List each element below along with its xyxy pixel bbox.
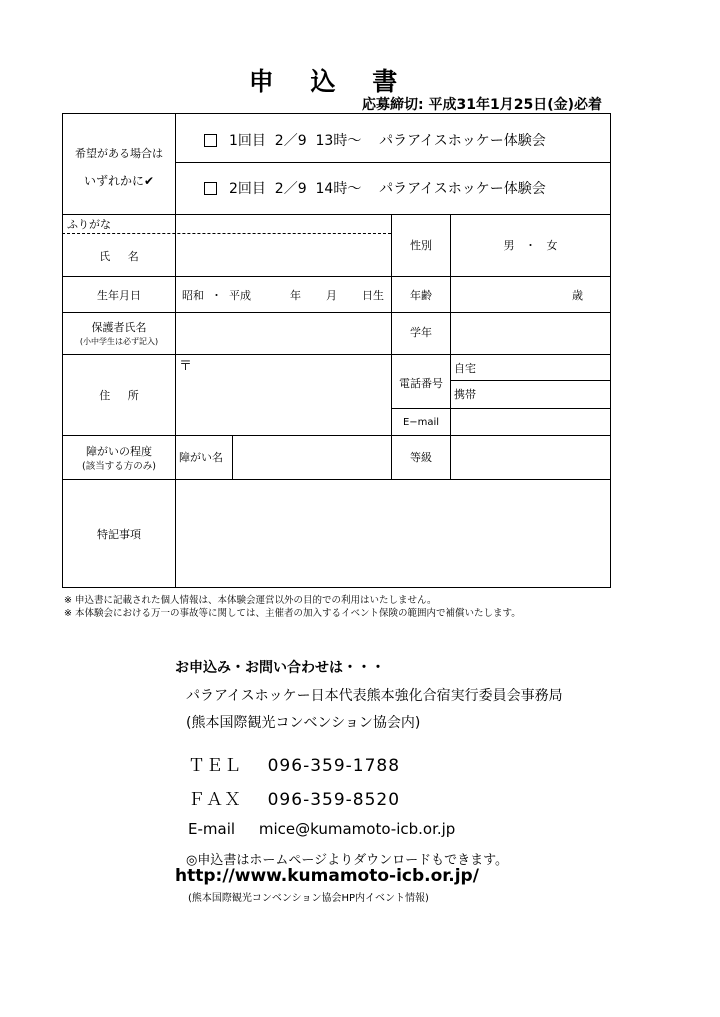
hope-label-1: 希望がある場合は <box>75 147 163 160</box>
note-insurance: ※ 本体験会における万一の事故等に関しては、主催者の加入するイベント保険の範囲内で補償いたします。 <box>64 608 521 619</box>
home-label: 自宅 <box>454 362 476 375</box>
disability-label: 障がいの程度 <box>86 445 152 458</box>
line-option-divider <box>175 162 611 163</box>
remarks-label: 特記事項 <box>97 528 141 541</box>
disability-note: (該当する方のみ) <box>82 461 156 472</box>
address-field[interactable] <box>176 374 391 435</box>
gender-label: 性別 <box>410 239 432 252</box>
furigana-field[interactable] <box>176 215 391 233</box>
guardian-field[interactable] <box>176 313 391 354</box>
download-note: ◎申込書はホームページよりダウンロードもできます。 <box>186 853 509 868</box>
option-1-checkbox[interactable] <box>204 134 217 147</box>
option-2-label: 2回目 2／9 14時〜 パラアイスホッケー体験会 <box>229 181 546 197</box>
contact-org: パラアイスホッケー日本代表熊本強化合宿実行委員会事務局 <box>186 688 563 704</box>
grade-label: 学年 <box>410 326 432 339</box>
birth-label: 生年月日 <box>97 289 141 302</box>
guardian-label: 保護者氏名 <box>91 321 147 334</box>
age-unit: 歳 <box>572 289 583 302</box>
line-row2 <box>62 276 611 277</box>
birth-era[interactable]: 昭和 ・ 平成 <box>182 289 251 302</box>
contact-email[interactable]: E-mail mice@kumamoto-icb.or.jp <box>188 820 456 838</box>
hope-label-2: いずれかに✔ <box>83 173 155 188</box>
guardian-note: (小中学生は必ず記入) <box>79 336 159 346</box>
remarks-field[interactable] <box>176 480 610 587</box>
mobile-label: 携帯 <box>454 388 476 401</box>
option-1[interactable] <box>204 128 546 152</box>
name-field[interactable] <box>176 234 391 276</box>
postal-mark: 〒 <box>179 358 193 374</box>
website-link[interactable]: http://www.kumamoto-icb.or.jp/ <box>175 866 479 886</box>
birth-day-unit: 日生 <box>362 289 384 302</box>
contact-tel: ＴＥＬ 096-359-1788 <box>188 756 401 776</box>
frame-top <box>62 113 611 114</box>
birth-year-unit: 年 <box>290 289 301 302</box>
page-title: 申 込 書 <box>248 67 412 96</box>
line-row5 <box>62 435 611 436</box>
frame-bottom <box>62 587 611 588</box>
birth-month-unit: 月 <box>326 289 337 302</box>
contact-heading: お申込み・お問い合わせは・・・ <box>175 660 385 676</box>
address-label: 住 所 <box>99 389 139 402</box>
option-2-checkbox[interactable] <box>204 182 217 195</box>
frame-right <box>610 113 611 588</box>
option-1-label: 1回目 2／9 13時〜 パラアイスホッケー体験会 <box>229 133 546 149</box>
contact-fax: ＦＡＸ 096-359-8520 <box>188 790 401 810</box>
deadline: 応募締切: 平成31年1月25日(金)必着 <box>362 97 602 113</box>
phone-label: 電話番号 <box>399 377 443 390</box>
disability-name-label: 障がい名 <box>179 451 223 464</box>
website-note: (熊本国際観光コンベンション協会HP内イベント情報) <box>188 893 429 904</box>
email-label: E−mail <box>402 416 440 428</box>
option-2[interactable] <box>204 176 546 200</box>
contact-org-sub: (熊本国際観光コンベンション協会内) <box>186 715 421 731</box>
level-label: 等級 <box>410 451 432 464</box>
furigana-label: ふりがな <box>67 217 111 231</box>
line-mobile <box>391 408 611 409</box>
age-label: 年齢 <box>410 289 432 302</box>
note-privacy: ※ 申込書に記載された個人情報は、本体験会運営以外の目的での利用はいたしません。 <box>64 595 437 606</box>
name-label: 氏 名 <box>99 250 139 263</box>
line-row4 <box>62 354 611 355</box>
col-disability-divider <box>232 435 233 479</box>
gender-value[interactable]: 男 ・ 女 <box>503 239 558 252</box>
line-home <box>450 380 611 381</box>
